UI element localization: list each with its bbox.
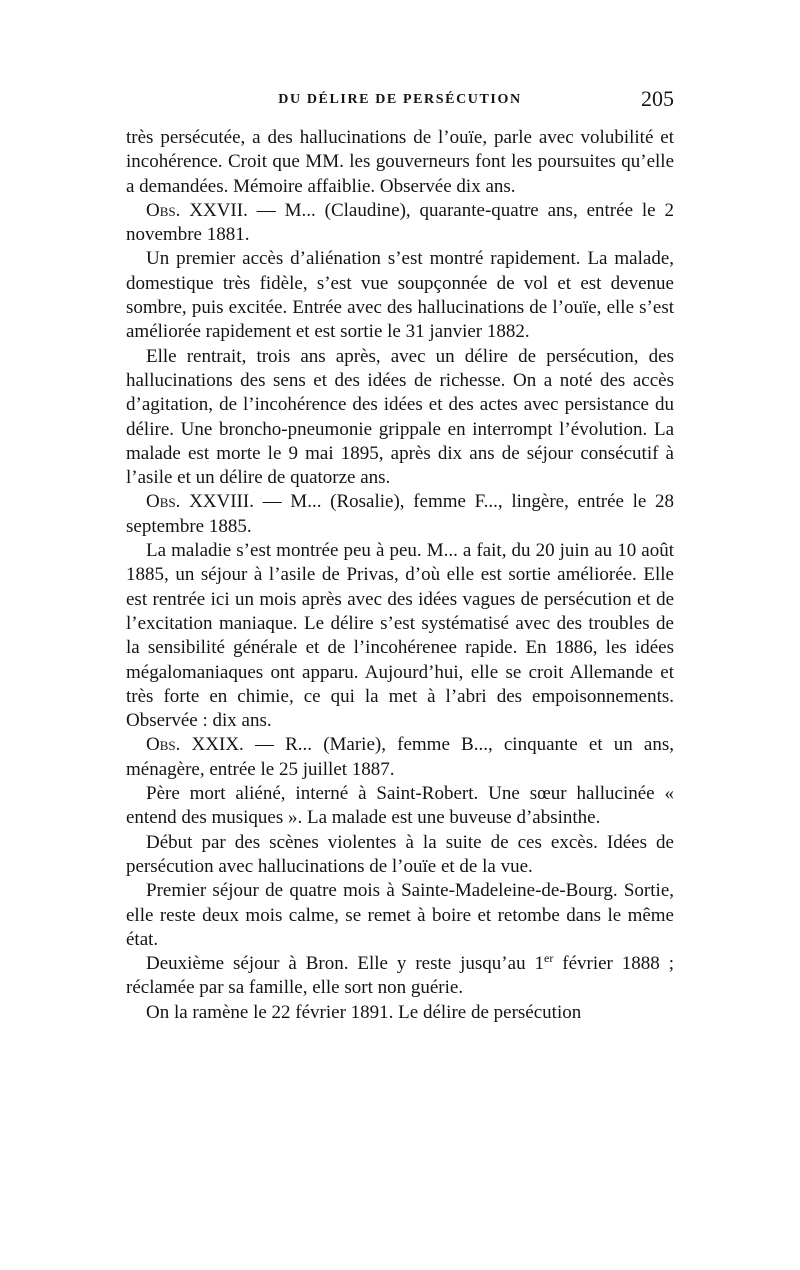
running-header xyxy=(126,86,674,126)
observation-label: Obs. xyxy=(146,199,181,221)
book-page xyxy=(126,86,674,1025)
superscript: er xyxy=(544,951,554,966)
paragraph-continuation xyxy=(126,126,674,199)
running-title: DU DÉLIRE DE PERSÉCUTION xyxy=(278,92,522,107)
paragraph-text-after: février 1888 ; réclamée par sa famille, elle sort non guérie. xyxy=(126,953,675,999)
observation-text: XXVIII. — M... (Rosalie), femme F..., lingère, entrée le 28 septembre 1885. xyxy=(126,491,675,537)
paragraph-text-before: Deuxième séjour à Bron. Elle y reste jusqu’au 1 xyxy=(146,953,544,975)
paragraph xyxy=(126,1001,674,1025)
paragraph-text: Père mort aliéné, interné à Saint-Robert. Une sœur hallucinée « entend des musiques ». La malade est une buveuse d’absinthe. xyxy=(126,783,674,829)
observation-heading-xxix xyxy=(126,733,674,782)
observation-label: Obs. xyxy=(146,734,181,756)
paragraph xyxy=(126,952,674,1001)
paragraph-text: très persécutée, a des hallucinations de l’ouïe, parle avec volubilité et incohérence. Croit que MM. les gouverneurs font les poursuites qu’elle a demandées. Mémoire affaiblie. Observée dix ans. xyxy=(126,127,674,197)
paragraph xyxy=(126,345,674,491)
paragraph xyxy=(126,247,674,344)
observation-heading-xxvii xyxy=(126,199,674,248)
paragraph-text: On la ramène le 22 février 1891. Le délire de persécution xyxy=(146,1001,582,1023)
paragraph xyxy=(126,831,674,880)
observation-text: XXIX. — R... (Marie), femme B..., cinquante et un ans, ménagère, entrée le 25 juillet 1887. xyxy=(126,734,674,780)
paragraph-text: Premier séjour de quatre mois à Sainte-Madeleine-de-Bourg. Sortie, elle reste deux mois calme, se remet à boire et retombe dans le même état. xyxy=(126,880,674,950)
paragraph-text: Début par des scènes violentes à la suite de ces excès. Idées de persécution avec hallucinations de l’ouïe et de la vue. xyxy=(126,831,674,877)
paragraph xyxy=(126,539,674,733)
observation-text: XXVII. — M... (Claudine), quarante-quatre ans, entrée le 2 novembre 1881. xyxy=(126,199,674,246)
paragraph-text: Elle rentrait, trois ans après, avec un délire de persécution, des hallucinations des sens et des idées de richesse. On a noté des accès d’agitation, de l’incohérence des idées et des actes avec persistance du délire. Une broncho-pneumonie grippale en interrompt l’évolution. La malade est morte le 9 mai 1895, après dix ans de séjour consécutif à l’asile et un délire de quatorze ans. xyxy=(126,345,674,489)
paragraph-text: La maladie s’est montrée peu à peu. M... a fait, du 20 juin au 10 août 1885, un séjour à l’asile de Privas, d’où elle est sortie améliorée. Elle est rentrée ici un mois après avec des idées vagues de persécution et de l’excitation maniaque. Le délire s’est systématisé avec des troubles de la sensibilité générale et de l’incohérenee rapide. En 1886, les idées mégalomaniaques ont apparu. Aujourd’hui, elle se croit Allemande et très forte en chimie, ce qui la met à l’abri des empoisonnements. Observée : dix ans. xyxy=(126,540,674,732)
paragraph-text: Un premier accès d’aliénation s’est montré rapidement. La malade, domestique très fidèle, s’est vue soupçonnée de vol et est devenue sombre, puis excitée. Entrée avec des hallucinations de l’ouïe, elle s’est améliorée rapidement et est sortie le 31 janvier 1882. xyxy=(126,248,674,343)
observation-label: Obs. xyxy=(146,491,181,513)
observation-heading-xxviii xyxy=(126,490,674,539)
body-text xyxy=(126,126,674,1025)
page-number: 205 xyxy=(641,86,674,111)
paragraph xyxy=(126,782,674,831)
paragraph xyxy=(126,879,674,952)
